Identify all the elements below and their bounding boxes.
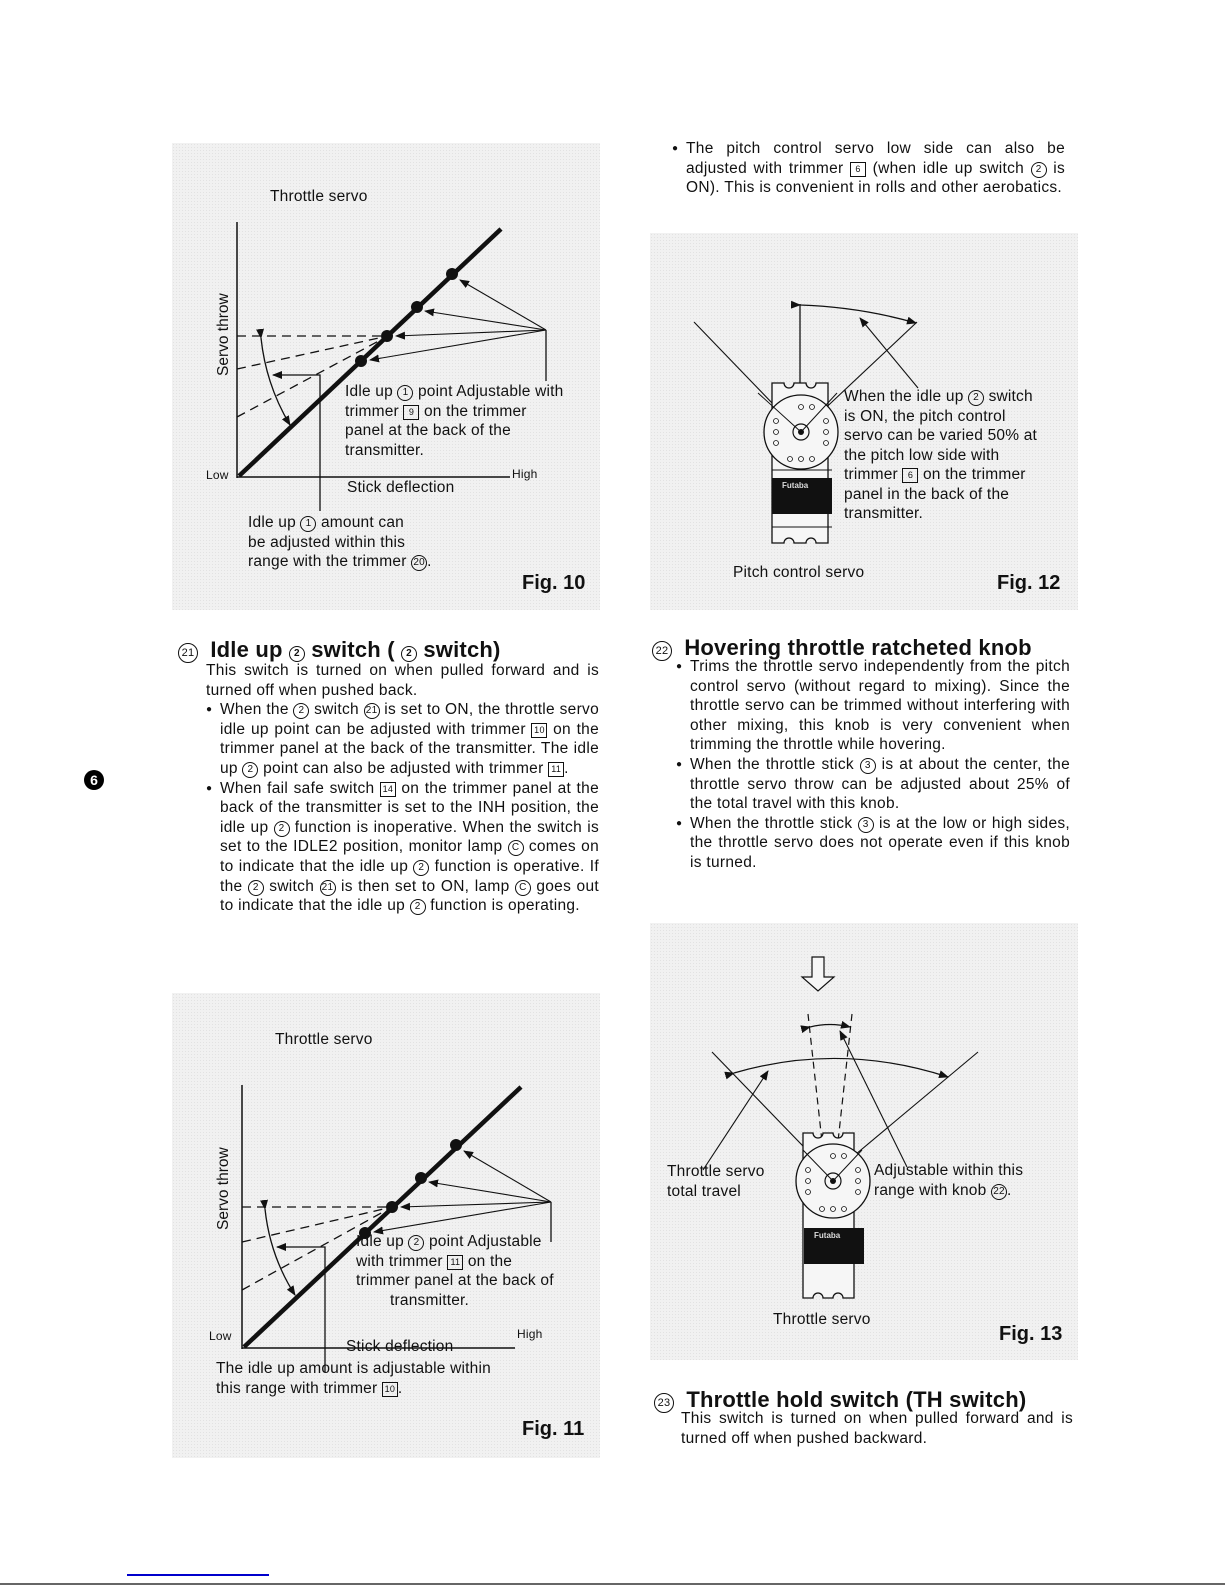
fig10-y-axis-label: Servo throw	[215, 293, 232, 376]
bullet-item: ● Trims the throttle servo independently from the pitch control servo (without regard to mixing). Since the throttle servo can be trimmed without interfering with other mixing, this knob is very convenient when trimming the throttle while hovering.	[676, 657, 1070, 755]
bullet-item: ● The pitch control servo low side can also be adjusted with trimmer 6 (when idle up switch 2 is ON). This is convenient in rolls and other aerobatics.	[672, 139, 1065, 198]
down-arrow-icon	[802, 957, 834, 991]
fig11-y-axis-label: Servo throw	[215, 1147, 232, 1230]
fig11-graph	[242, 1085, 551, 1372]
fig11-point	[386, 1201, 398, 1213]
fig12-callout: When the idle up 2 switch is ON, the pitch control servo can be varied 50% at the pitch low side with trimmer 6 on the trimmer panel in the back of the transmitter.	[844, 388, 1038, 522]
fig10-x-low: Low	[206, 468, 229, 482]
fig11-callout-point: Idle up 2 point Adjustable with trimmer 11 on the trimmer panel at the back of transmitter.	[356, 1233, 554, 1309]
fig10-x-high: High	[512, 467, 538, 481]
fig12-caption: Pitch control servo	[733, 564, 865, 581]
fig10-point	[381, 330, 393, 342]
fig10-callout-amount: Idle up 1 amount can be adjusted within this range with the trimmer 20 .	[248, 514, 432, 570]
fig13-left-callout: Throttle servo total travel	[667, 1163, 765, 1200]
fig13-servo-drawing	[703, 957, 978, 1298]
pitch-low-side-note	[672, 139, 1065, 198]
fig10-callout-point: Idle up 1 point Adjustable with trimmer 9 on the trimmer panel at the back of the transmitter.	[345, 383, 564, 459]
fig11-title: Throttle servo	[275, 1031, 373, 1048]
fig13-label: Fig. 13	[999, 1323, 1063, 1345]
fig11-callout-amount: The idle up amount is adjustable within this range with trimmer 10 .	[216, 1360, 491, 1397]
fig13-caption: Throttle servo	[773, 1311, 871, 1328]
fig10-point	[355, 355, 367, 367]
fig10-graph	[237, 222, 546, 511]
section-22-heading: 22 Hovering throttle ratcheted knob	[652, 635, 1032, 661]
section-21-body	[206, 661, 599, 916]
section-21-heading: 21 Idle up 2 switch ( 2 switch)	[178, 637, 501, 663]
fig12-servo-brand: Futaba	[782, 481, 809, 490]
fig13-right-callout: Adjustable within this range with knob 22 .	[874, 1162, 1024, 1199]
page-number-badge: 6	[84, 770, 104, 790]
bullet-item: ● When fail safe switch 14 on the trimmer panel at the back of the transmitter is set to the INH position, the idle up 2 function is inoperative. When the switch is set to the IDLE2 position, monitor lamp C comes on to indicate that the idle up 2 function is operative. If the 2 switch 21 is then set to ON, lamp C goes out to indicate that the idle up 2 function is operating.	[206, 779, 599, 916]
fig13-servo-brand: Futaba	[814, 1231, 841, 1240]
fig12-label: Fig. 12	[997, 572, 1061, 594]
bullet-item: ● When the 2 switch 21 is set to ON, the throttle servo idle up point can be adjusted with trimmer 10 on the trimmer panel at the back of the transmitter. The idle up 2 point can also be adjusted with trimmer 11 .	[206, 700, 599, 778]
fig10-point	[446, 268, 458, 280]
section-22-body	[676, 657, 1070, 873]
bullet-item: ● When the throttle stick 3 is at the low or high sides, the throttle servo does not operate even if this knob is turned.	[676, 814, 1070, 873]
fig11-point	[415, 1172, 427, 1184]
bullet-item: ● When the throttle stick 3 is at about the center, the throttle servo throw can be adjusted about 25% of the total travel with this knob.	[676, 755, 1070, 814]
link-underline	[127, 1574, 269, 1576]
fig11-x-axis-label: Stick deflection	[346, 1338, 454, 1355]
fig10-title: Throttle servo	[270, 188, 368, 205]
fig10-x-axis-label: Stick deflection	[347, 479, 455, 496]
fig10-point	[411, 301, 423, 313]
fig11-x-high: High	[517, 1327, 543, 1341]
section-23-intro: This switch is turned on when pulled forward and is turned off when pushed backward.	[681, 1410, 1073, 1447]
section-23-heading: 23 Throttle hold switch (TH switch)	[654, 1387, 1026, 1413]
fig11-x-low: Low	[209, 1329, 232, 1343]
fig11-point	[450, 1139, 462, 1151]
fig10-label: Fig. 10	[522, 572, 586, 594]
section-21-intro: This switch is turned on when pulled forward and is turned off when pushed back.	[206, 662, 599, 699]
fig11-label: Fig. 11	[522, 1418, 585, 1440]
